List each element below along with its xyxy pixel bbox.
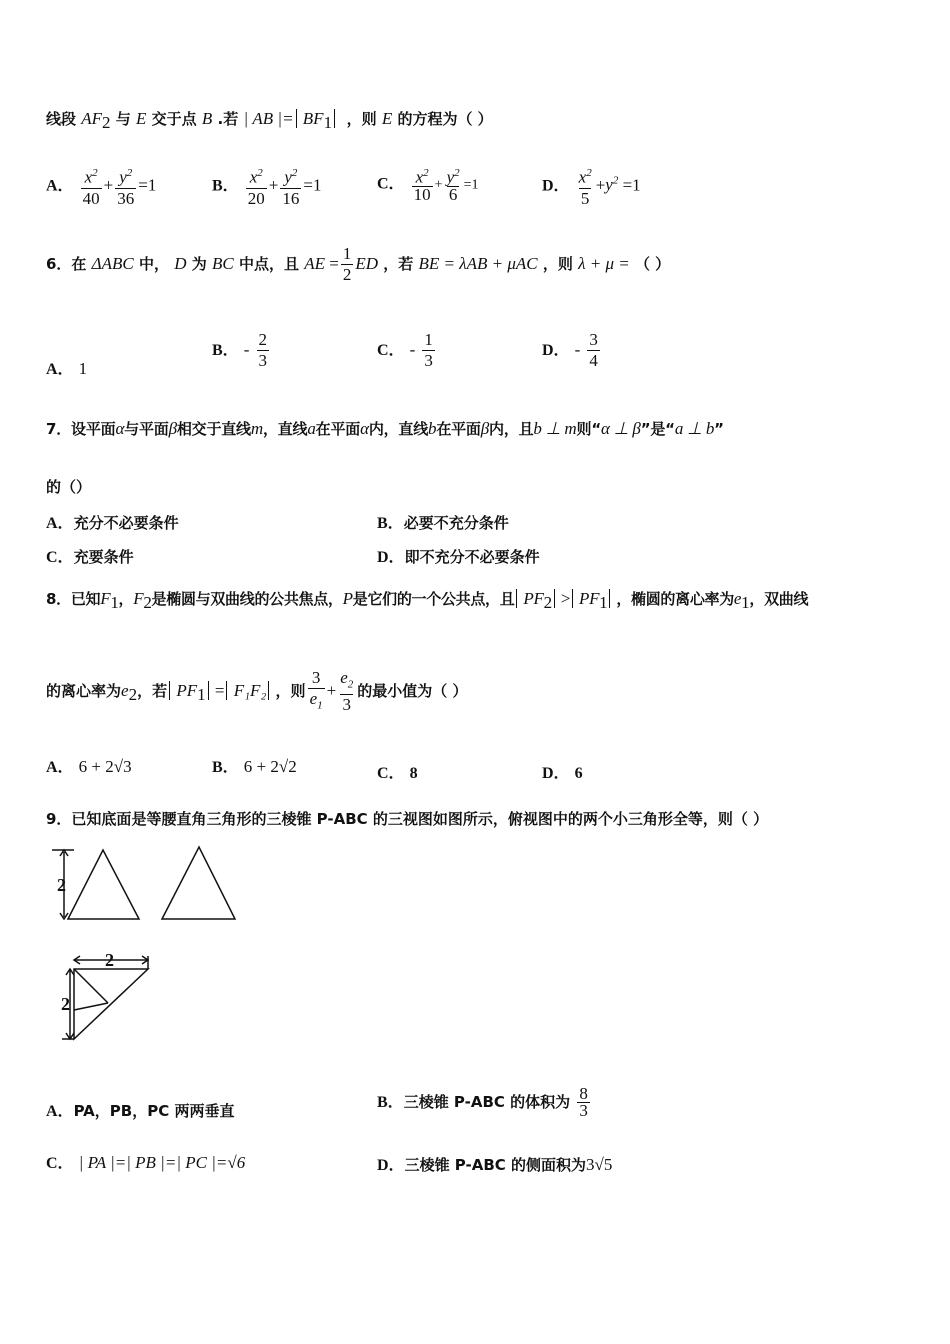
top-view-height-label: 2 — [61, 994, 70, 1014]
q5-stem: 线段 $AF_2$ 与 E 交于点 B .若 | AB |= $BF_1$ ，则 E 的方程为（ ） — [46, 109, 493, 132]
q8-option-b[interactable]: B． 6 + 2√2 — [212, 757, 297, 776]
q8-stem: 8．已知$F_1$，$F_2$是椭圆与双曲线的公共焦点，P是它们的一个公共点，且 $PF_2 > PF_1$ ，椭圆的离心率为$e_1$，双曲线 — [46, 589, 809, 612]
q6-option-d[interactable]: D． - $\frac{3}{4}$ — [542, 330, 598, 370]
front-view-height-label: 2 — [57, 875, 66, 895]
q5-option-b[interactable]: B． $\frac{x^2}{20}$ + $\frac{y^2}{16}$ =1 — [212, 167, 322, 208]
top-view-width-label: 2 — [105, 950, 114, 970]
q7-stem: 7．设平面α与平面β相交于直线m，直线a在平面α内，直线b在平面β内，且b ⊥ m则“α ⊥ β”是“a ⊥ b” — [46, 419, 724, 438]
q9-option-d[interactable]: D．三棱锥 P-ABC 的侧面积为3√5 — [377, 1155, 613, 1174]
q7-option-d[interactable]: D．即不充分不必要条件 — [377, 548, 540, 566]
q9-option-b[interactable]: B．三棱锥 P-ABC 的体积为 $\frac{8}{3}$ — [377, 1084, 588, 1120]
q6-option-c[interactable]: C． - $\frac{1}{3}$ — [377, 330, 433, 370]
q7-option-c[interactable]: C．充要条件 — [46, 548, 134, 566]
q6-option-b[interactable]: B． - $\frac{2}{3}$ — [212, 330, 268, 370]
front-view-triangle — [68, 850, 139, 919]
q8-option-c[interactable]: C． 8 — [377, 765, 418, 782]
q5-option-d[interactable]: D． $\frac{x^2}{5}$ $+y^2 =1$ — [542, 167, 641, 208]
q5-option-a[interactable]: A． $\frac{x^2}{40}$ + $\frac{y^2}{36}$ =1 — [46, 167, 157, 208]
q5-option-c[interactable]: C． $\frac{x^2}{10}$ + $\frac{y^2}{6}$ =1 — [377, 167, 479, 204]
q8-stem-line2: 的离心率为$e_2$，若 $PF_1 = F_1F_2$ ，则 $\frac{3}{e_1}$ + $\frac{e_2}{3}$ 的最小值为（ ） — [46, 668, 468, 715]
q7-option-a[interactable]: A．充分不必要条件 — [46, 514, 179, 532]
q7-stem-line2: 的（） — [46, 478, 92, 496]
q7-option-b[interactable]: B．必要不充分条件 — [377, 514, 509, 532]
q8-option-d[interactable]: D． 6 — [542, 765, 583, 782]
q9-option-a[interactable]: A．PA，PB，PC 两两垂直 — [46, 1102, 235, 1120]
q9-stem: 9．已知底面是等腰直角三角形的三棱锥 P-ABC 的三视图如图所示，俯视图中的两个小三角形全等，则（ ） — [46, 810, 769, 828]
three-view-figure — [52, 842, 252, 1052]
q6-option-a[interactable]: A． 1 — [46, 359, 88, 378]
q8-option-a[interactable]: A． 6 + 2√3 — [46, 757, 132, 776]
q9-option-c[interactable]: C． | PA |=| PB |=| PC |=√6 — [46, 1153, 246, 1172]
side-view-triangle — [162, 847, 235, 919]
q6-stem: 6．在 ΔABC 中， D 为 BC 中点，且 AE = $\frac{1}{2}$ ED ，若 BE = λAB + μAC ，则 λ + μ = （ ） — [46, 244, 671, 284]
